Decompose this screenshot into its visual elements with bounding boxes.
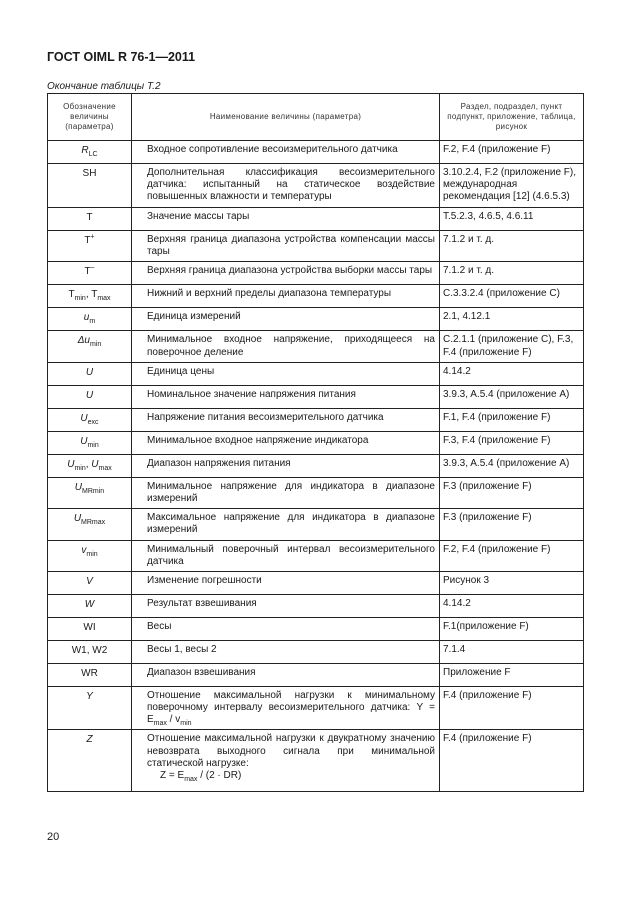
name-text: Дополнительная классификация весоизмерительного датчика: испытанный на статическое воздействие повышенных влажности и температуры	[147, 167, 435, 203]
cell-name	[132, 431, 440, 454]
name-text: Минимальное входное напряжение, приходящееся на поверочное деление	[147, 334, 435, 358]
cell-reference: Приложение F	[440, 663, 584, 686]
symbol-part: T	[84, 235, 91, 246]
cell-reference: 2.1, 4.12.1	[440, 308, 584, 331]
name-text: Диапазон взвешивания	[147, 666, 256, 678]
name-text: Минимальное входное напряжение индикатора	[147, 434, 369, 446]
formula-part: Z = E	[160, 770, 185, 781]
table-row	[48, 308, 584, 331]
cell-name	[132, 594, 440, 617]
name-text: Номинальное значение напряжения питания	[147, 388, 356, 400]
symbol-part: ,	[85, 289, 92, 301]
symbol-part: U	[73, 513, 82, 525]
table-row	[48, 231, 584, 262]
symbol-part: WI	[83, 621, 96, 633]
symbol-part: min	[86, 550, 98, 558]
cell-name	[132, 208, 440, 231]
cell-name	[132, 454, 440, 477]
symbol-part: +	[90, 233, 95, 241]
formula-part: max	[184, 776, 198, 783]
symbol-part: V	[86, 575, 93, 587]
symbol-part: min	[90, 341, 102, 349]
cell-reference: 3.10.2.4, F.2 (приложение F), международная рекомендация [12] (4.6.5.3)	[440, 164, 584, 208]
formula-part: min	[180, 720, 192, 728]
cell-reference: F.2, F.4 (приложение F)	[440, 540, 584, 571]
table-body	[48, 141, 584, 792]
name-text: Верхняя граница диапазона устройства компенсации массы тары	[147, 234, 435, 258]
table-row	[48, 730, 584, 792]
table-row	[48, 686, 584, 730]
cell-name	[132, 262, 440, 285]
name-text: Весы 1, весы 2	[147, 643, 217, 655]
cell-symbol	[48, 208, 132, 231]
name-text: Результат взвешивания	[147, 597, 257, 609]
symbol-part: –	[90, 265, 95, 273]
symbol-part: U	[67, 458, 75, 470]
name-text: Нижний и верхний пределы диапазона температуры	[147, 288, 392, 300]
cell-name	[132, 141, 440, 164]
symbol-part: U	[74, 481, 83, 493]
cell-name	[132, 730, 440, 792]
cell-symbol	[48, 640, 132, 663]
table-row	[48, 454, 584, 477]
cell-reference: 7.1.2 и т. д.	[440, 231, 584, 262]
symbol-part: T	[86, 212, 93, 223]
cell-symbol	[48, 663, 132, 686]
name-text: Входное сопротивление весоизмерительного датчика	[147, 144, 398, 155]
name-text: Отношение максимальной нагрузки к двукратному значению невозврата выходного сигнала при минимальной статической нагрузке:	[147, 733, 435, 769]
cell-name	[132, 571, 440, 594]
table-row	[48, 571, 584, 594]
cell-reference: F.3 (приложение F)	[440, 477, 584, 508]
cell-reference: F.2, F.4 (приложение F)	[440, 141, 584, 164]
name-text: Диапазон напряжения питания	[147, 457, 291, 469]
cell-symbol	[48, 362, 132, 385]
cell-reference: 4.14.2	[440, 362, 584, 385]
symbol-part: u	[83, 312, 90, 324]
name-text: Максимальное напряжение для индикатора в диапазоне измерений	[147, 512, 435, 536]
symbol-part: W1, W2	[71, 644, 108, 656]
name-text: Значение массы тары	[147, 211, 250, 222]
symbol-part: exc	[87, 418, 99, 426]
symbol-part: Y	[86, 690, 93, 702]
symbol-part: max	[98, 464, 112, 472]
formula	[147, 770, 435, 782]
cell-symbol	[48, 262, 132, 285]
symbols-table	[47, 93, 584, 792]
column-header-symbol: Обозначение величины (параметра)	[48, 94, 132, 141]
symbol-part: R	[81, 145, 89, 156]
symbol-part: U	[80, 412, 88, 424]
cell-name	[132, 408, 440, 431]
table-row	[48, 617, 584, 640]
cell-name	[132, 617, 440, 640]
table-row	[48, 208, 584, 231]
symbol-part: U	[85, 366, 94, 378]
symbol-part: T	[91, 289, 98, 301]
cell-symbol	[48, 477, 132, 508]
name-text: Единица цены	[147, 365, 215, 377]
formula-part: Y = E	[147, 702, 436, 726]
cell-symbol	[48, 231, 132, 262]
cell-reference: F.4 (приложение F)	[440, 686, 584, 730]
cell-reference: F.1, F.4 (приложение F)	[440, 408, 584, 431]
table-row	[48, 477, 584, 508]
cell-symbol	[48, 730, 132, 792]
cell-reference: 7.1.2 и т. д.	[440, 262, 584, 285]
symbol-part: ,	[85, 458, 92, 470]
page-number: 20	[47, 831, 60, 843]
cell-name	[132, 477, 440, 508]
cell-name	[132, 686, 440, 730]
name-text: Напряжение питания весоизмерительного датчика	[147, 411, 384, 423]
cell-reference: 7.1.4	[440, 640, 584, 663]
formula-part: / (2 · DR)	[197, 770, 242, 781]
cell-reference: C.3.3.2.4 (приложение C)	[440, 285, 584, 308]
cell-symbol	[48, 594, 132, 617]
symbol-part: m	[89, 318, 96, 326]
symbol-part: MRmax	[81, 519, 106, 527]
cell-reference: F.1(приложение F)	[440, 617, 584, 640]
cell-name	[132, 164, 440, 208]
symbol-part: min	[74, 295, 86, 303]
cell-reference: F.4 (приложение F)	[440, 730, 584, 792]
cell-symbol	[48, 331, 132, 362]
name-text: Верхняя граница диапазона устройства выборки массы тары	[147, 265, 433, 277]
cell-name	[132, 640, 440, 663]
cell-symbol	[48, 285, 132, 308]
cell-symbol	[48, 141, 132, 164]
cell-symbol	[48, 164, 132, 208]
cell-symbol	[48, 308, 132, 331]
name-text: Единица измерений	[147, 311, 241, 323]
table-row	[48, 331, 584, 362]
name-text: Минимальный поверочный интервал весоизмерительного датчика	[147, 543, 435, 567]
table-row	[48, 141, 584, 164]
cell-reference: 3.9.3, A.5.4 (приложение A)	[440, 454, 584, 477]
symbol-part: T	[68, 289, 75, 301]
symbol-part: W	[84, 598, 95, 610]
formula-part: / v	[166, 714, 181, 726]
symbol-part: WR	[81, 667, 98, 679]
symbol-part: MRmin	[82, 487, 105, 495]
cell-symbol	[48, 454, 132, 477]
table-row	[48, 540, 584, 571]
cell-symbol	[48, 509, 132, 540]
name-text: Отношение максимальной нагрузки к минимальному поверочному интервалу весоизмерительного датчика:	[147, 689, 435, 714]
cell-symbol	[48, 686, 132, 730]
cell-name	[132, 308, 440, 331]
cell-name	[132, 540, 440, 571]
cell-symbol	[48, 385, 132, 408]
cell-name	[132, 509, 440, 540]
table-row	[48, 262, 584, 285]
table-row	[48, 509, 584, 540]
table-row	[48, 594, 584, 617]
cell-symbol	[48, 431, 132, 454]
table-row	[48, 663, 584, 686]
name-text: Весы	[147, 620, 172, 632]
table-row	[48, 431, 584, 454]
cell-symbol	[48, 540, 132, 571]
table-header-row	[48, 94, 584, 141]
name-text: Минимальное напряжение для индикатора в диапазоне измерений	[147, 480, 435, 504]
cell-reference: C.2.1.1 (приложение C), F.3, F.4 (приложение F)	[440, 331, 584, 362]
cell-reference: 4.14.2	[440, 594, 584, 617]
table-row	[48, 362, 584, 385]
cell-symbol	[48, 617, 132, 640]
cell-reference: F.3, F.4 (приложение F)	[440, 431, 584, 454]
symbol-part: Δu	[77, 335, 90, 347]
cell-name	[132, 385, 440, 408]
symbol-part: LC	[88, 151, 98, 158]
cell-name	[132, 362, 440, 385]
table-caption: Окончание таблицы Т.2	[47, 81, 161, 92]
symbol-part: Z	[86, 734, 93, 746]
formula-part: max	[153, 720, 167, 728]
cell-name	[132, 663, 440, 686]
document-header: ГОСТ OIML R 76-1—2011	[47, 50, 196, 64]
cell-reference: F.3 (приложение F)	[440, 509, 584, 540]
symbol-part: min	[74, 464, 86, 472]
cell-symbol	[48, 571, 132, 594]
table-row	[48, 285, 584, 308]
column-header-name: Наименование величины (параметра)	[132, 94, 440, 141]
symbol-part: SH	[82, 168, 97, 179]
cell-reference: 3.9.3, A.5.4 (приложение A)	[440, 385, 584, 408]
symbol-part: min	[87, 441, 99, 449]
column-header-ref: Раздел, подраздел, пункт подпункт, приложение, таблица, рисунок	[440, 94, 584, 141]
symbol-part: T	[84, 266, 91, 278]
symbol-part: U	[91, 458, 99, 470]
symbol-part: U	[80, 435, 88, 447]
cell-reference: T.5.2.3, 4.6.5, 4.6.11	[440, 208, 584, 231]
symbol-part: v	[81, 544, 87, 556]
cell-name	[132, 231, 440, 262]
cell-name	[132, 285, 440, 308]
table-row	[48, 164, 584, 208]
table-row	[48, 640, 584, 663]
name-text: Изменение погрешности	[147, 574, 262, 586]
symbol-part: max	[97, 295, 111, 303]
table-row	[48, 408, 584, 431]
table-row	[48, 385, 584, 408]
symbol-part: U	[85, 389, 94, 401]
cell-symbol	[48, 408, 132, 431]
cell-name	[132, 331, 440, 362]
cell-reference: Рисунок 3	[440, 571, 584, 594]
